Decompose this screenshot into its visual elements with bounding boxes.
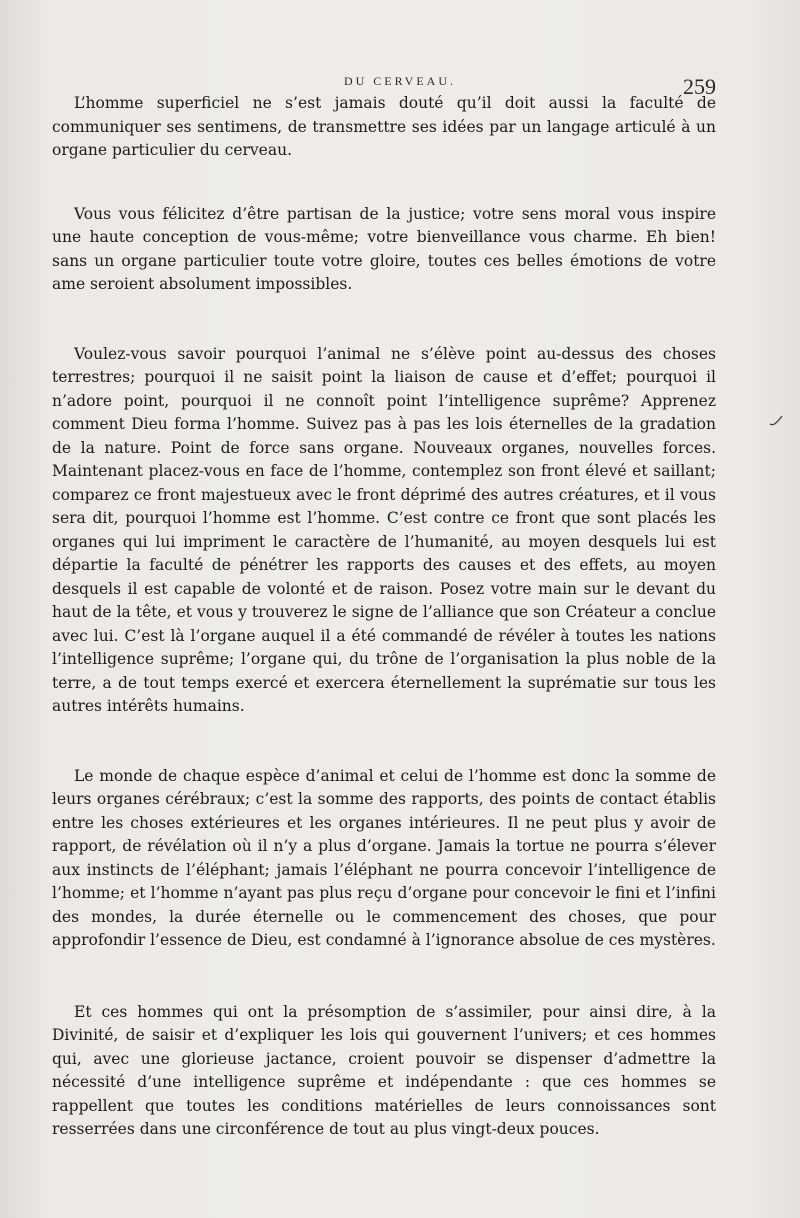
paragraph-4: Le monde de chaque espèce d’animal et celui de l’homme est donc la somme de leurs organes cérébraux; c’est la somme des rapports, des points de contact établis entre les choses extérieures et les organes intérieures. Il ne peut plus y avoir de rapport, de révélation où il n’y a plus d’organe. Jamais la tortue ne pourra s’élever aux instincts de l’éléphant; jamais l’éléphant ne pourra concevoir l’intelligence de l’homme; et l’homme n’ayant pas plus reçu d’organe pour concevoir le fini et l’infini des mondes, la durée éternelle ou le commencement des choses, que pour approfondir l’essence de Dieu, est condamné à l’ignorance absolue de ces mystères. xyxy=(52,766,716,949)
paragraph-2: Vous vous félicitez d’être partisan de la justice; votre sens moral vous inspire une haute conception de vous-même; votre bienveillance vous charme. Eh bien! sans un organe particulier toute votre gloire, toutes ces belles émotions de votre ame seroient absolument impossibles. xyxy=(52,204,716,293)
paragraph-3: Voulez-vous savoir pourquoi l’animal ne s’élève point au-dessus des choses terrestres; pourquoi il ne saisit point la liaison de cause et d’effet; pourquoi il n’adore point, pourquoi il ne connoît point l’intelligence suprême? Apprenez comment Dieu forma l’homme. Suivez pas à pas les lois éternelles de la gradation de la nature. Point de force sans organe. Nouveaux organes, nouvelles forces. Maintenant placez-vous en face de l’homme, contemplez son front élevé et saillant; comparez ce front majestueux avec le front déprimé des autres créatures, et il vous sera dit, pourquoi l’homme est l’homme. C’est contre ce front que sont placés les organes qui lui impriment le caractère de l’humanité, au moyen desquels lui est départie la faculté de pénétrer les rapports des causes et des effets, au moyen desquels il est capable de volonté et de raison. Posez votre main sur le devant du haut de la tête, et vous y trouverez le signe de l’alliance que son Créateur a conclue avec lui. C’est là l’organe auquel il a été commandé de révéler à toutes les nations l’intelligence suprême; l’organe qui, du trône de l’organisation la plus noble de la terre, a de tout temps exercé et exercera éternellement la suprématie sur tous les autres intérêts humains. xyxy=(52,344,716,715)
body-text xyxy=(52,92,716,1142)
paragraph-5: Et ces hommes qui ont la présomption de s’assimiler, pour ainsi dire, à la Divinité, de saisir et d’expliquer les lois qui gouvernent l’univers; et ces hommes qui, avec une glorieuse jactance, croient pouvoir se dispenser d’admettre la nécessité d’une intelligence suprême et indépendante : que ces hommes se rappellent que toutes les conditions matérielles de leurs connoissances sont resserrées dans une circonférence de tout au plus vingt-deux pouces. xyxy=(52,1002,716,1138)
page-number: 259 xyxy=(683,74,716,99)
running-title: DU CERVEAU. xyxy=(343,74,457,88)
margin-pencil-mark-icon xyxy=(768,414,784,428)
paragraph-1: L’homme superficiel ne s’est jamais douté qu’il doit aussi la faculté de communiquer ses sentimens, de transmettre ses idées par un langage articulé à un organe particulier du cerveau. xyxy=(52,94,716,159)
